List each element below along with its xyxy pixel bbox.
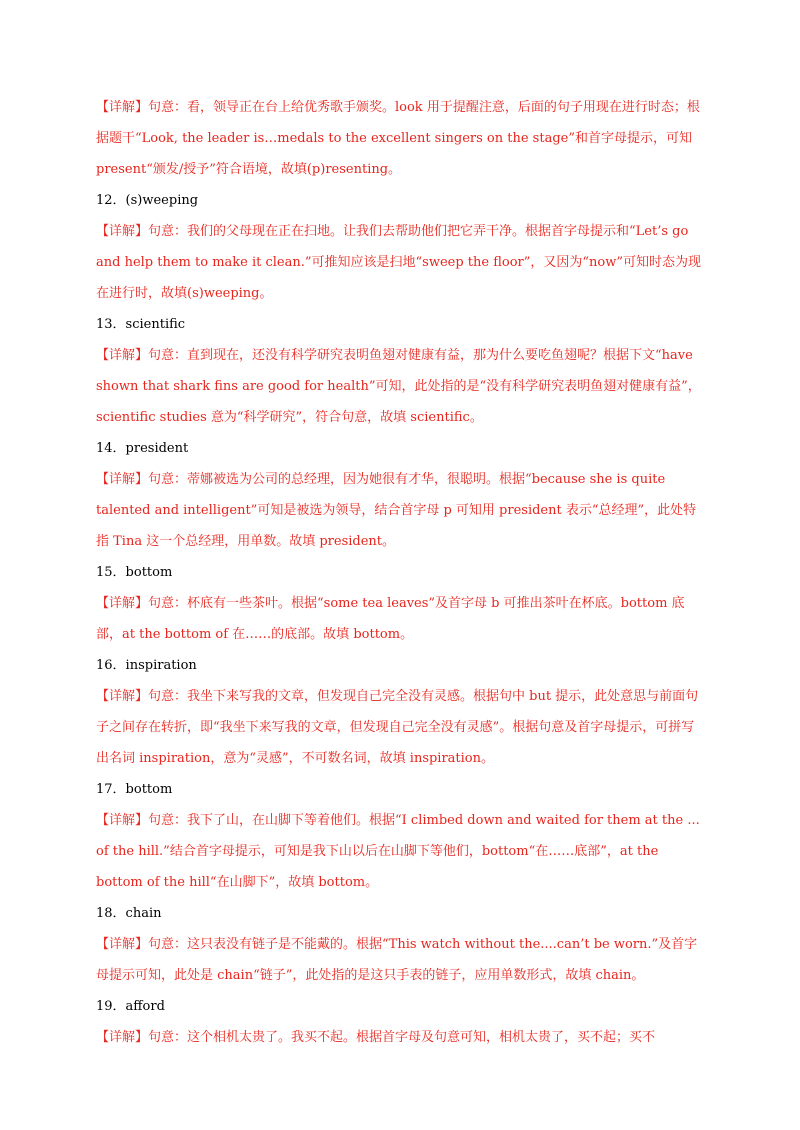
- answer-line: 14．president: [96, 441, 189, 456]
- answer-line: 15．bottom: [96, 565, 173, 580]
- detail-paragraph: 【详解】句意：我坐下来写我的文章，但发现自己完全没有灵感。根据句中 but 提示，此处意思与前面句子之间存在转折，即“我坐下来写我的文章，但发现自己完全没有灵感”。根据句意及首字母提示，可拼写出名词 inspiration，意为“灵感”，不可数名词，故填 inspiration。: [96, 689, 699, 766]
- answer-line: 18．chain: [96, 906, 162, 921]
- detail-paragraph: 【详解】句意：杯底有一些茶叶。根据“some tea leaves”及首字母 b 可推出茶叶在杯底。bottom 底部，at the bottom of 在……的底部。故填 bottom。: [96, 596, 685, 642]
- answer-line: 12．(s)weeping: [96, 193, 199, 208]
- detail-paragraph: 【详解】句意：我下了山，在山脚下等着他们。根据“I climbed down and waited for them at the ... of the hill.”结合首字母提示，可知是我下山以后在山脚下等他们，bottom“在……底部”，at the bottom of the hill“在山脚下”，故填 bottom。: [96, 813, 700, 890]
- detail-paragraph: 【详解】句意：这个相机太贵了。我买不起。根据首字母及句意可知，相机太贵了，买不起；买不: [96, 1030, 656, 1045]
- answer-line: 17．bottom: [96, 782, 173, 797]
- detail-paragraph: 【详解】句意：直到现在，还没有科学研究表明鱼翅对健康有益，那为什么要吃鱼翅呢？根据下文“have shown that shark fins are good for health”可知，此处指的是“没有科学研究表明鱼翅对健康有益”，scientific studies 意为“科学研究”，符合句意，故填 scientific。: [96, 348, 701, 425]
- document-page: [96, 92, 704, 1053]
- detail-paragraph: 【详解】句意：看，领导正在台上给优秀歌手颁奖。look 用于提醒注意，后面的句子用现在进行时态；根据题干“Look, the leader is…medals to the excellent singers on the stage”和首字母提示，可知present“颁发/授予”符合语境，故填(p)resenting。: [96, 100, 700, 177]
- detail-paragraph: 【详解】句意：这只表没有链子是不能戴的。根据“This watch without the....can’t be worn.”及首字母提示可知，此处是 chain“链子”，此处指的是这只手表的链子，应用单数形式，故填 chain。: [96, 937, 698, 983]
- answer-line: 13．scientific: [96, 317, 186, 332]
- detail-paragraph: 【详解】句意：蒂娜被选为公司的总经理，因为她很有才华，很聪明。根据“because she is quite talented and intelligent”可知是被选为领导，结合首字母 p 可知用 president 表示“总经理”，此处特指 Tina 这一个总经理，用单数。故填 president。: [96, 472, 697, 549]
- detail-paragraph: 【详解】句意：我们的父母现在正在扫地。让我们去帮助他们把它弄干净。根据首字母提示和“Let’s go and help them to make it clean.”可推知应该是扫地“sweep the floor”，又因为“now”可知时态为现在进行时，故填(s)weeping。: [96, 224, 702, 301]
- answer-line: 19．afford: [96, 999, 165, 1014]
- answer-line: 16．inspiration: [96, 658, 197, 673]
